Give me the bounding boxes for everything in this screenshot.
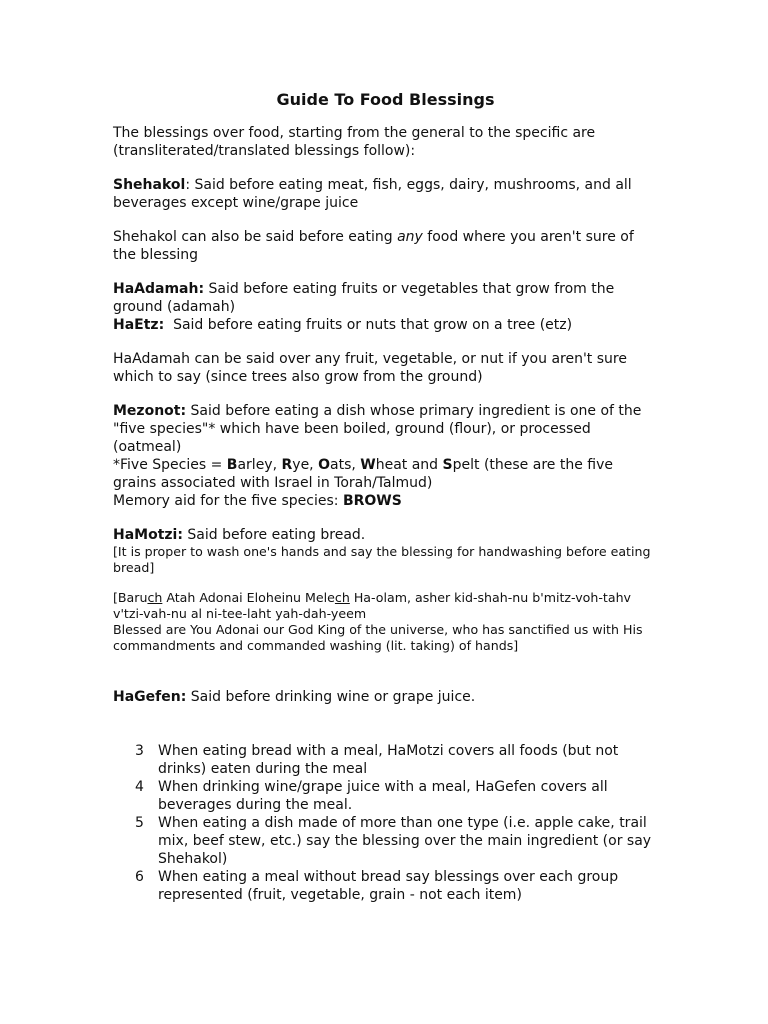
haadamah-paragraph	[113, 280, 658, 316]
translit-text: Atah Adonai Eloheinu Mele	[162, 590, 335, 605]
list-item	[113, 778, 658, 814]
page-title: Guide To Food Blessings	[276, 90, 495, 109]
species-initial: R	[281, 457, 293, 473]
species-rest: ye,	[292, 457, 319, 473]
species-initial: O	[318, 457, 330, 473]
rules-list	[113, 742, 658, 904]
haadamah-desc: Said before eating fruits or vegetables that grow from the ground (adamah)	[113, 281, 615, 315]
hamotzi-paragraph	[113, 526, 658, 544]
hagefen-paragraph	[113, 688, 658, 706]
list-item	[113, 742, 658, 778]
list-item	[113, 814, 658, 868]
list-item-number: 4	[135, 779, 144, 795]
mezonot-paragraph	[113, 402, 658, 456]
memory-aid	[113, 492, 658, 510]
species-rest: heat and	[375, 457, 443, 473]
species-rest: pelt	[452, 457, 480, 473]
haetz-desc: Said before eating fruits or nuts that grow on a tree (etz)	[164, 317, 573, 333]
species-initial: B	[226, 457, 238, 473]
mezonot-desc: Said before eating a dish whose primary ingredient is one of the "five species"* which have been boiled, ground (flour), or processed (oatmeal)	[113, 403, 642, 455]
list-item-number: 5	[135, 815, 144, 831]
document-body	[113, 90, 658, 904]
five-species-line	[113, 456, 658, 492]
mezonot-term: Mezonot:	[113, 403, 187, 419]
list-item-number: 3	[135, 743, 144, 759]
shehakol-note	[113, 228, 658, 264]
list-item-number: 6	[135, 869, 144, 885]
species-initial: W	[360, 457, 376, 473]
intro-paragraph: The blessings over food, starting from the general to the specific are (transliterated/translated blessings follow):	[113, 125, 596, 159]
hagefen-term: HaGefen:	[113, 689, 187, 705]
haetz-paragraph	[113, 316, 658, 334]
memory-aid-word: BROWS	[342, 493, 402, 509]
list-item	[113, 868, 658, 904]
species-initial: S	[442, 457, 453, 473]
memory-aid-label: Memory aid for the five species:	[113, 493, 343, 509]
species-rest: ats,	[330, 457, 361, 473]
list-item-text: When eating a dish made of more than one type (i.e. apple cake, trail mix, beef stew, etc.) say the blessing over the main ingredient (or say Shehakol)	[158, 815, 652, 867]
hamotzi-note: [It is proper to wash one's hands and say the blessing for handwashing before eating bread]	[113, 544, 651, 575]
haetz-term: HaEtz:	[113, 317, 165, 333]
translit-text: Ha-olam, asher kid-shah-nu b'mitz-voh-tahv v'tzi-vah-nu al ni-tee-laht yah-dah-yeem	[113, 590, 632, 621]
hamotzi-translation: Blessed are You Adonai our God King of the universe, who has sanctified us with His commandments and commanded washing (lit. taking) of hands]	[113, 622, 643, 653]
five-species-intro: *Five Species =	[113, 457, 227, 473]
shehakol-paragraph	[113, 176, 658, 212]
hagefen-desc: Said before drinking wine or grape juice.	[186, 689, 476, 705]
translit-underline: ch	[334, 590, 350, 605]
list-item-text: When eating a meal without bread say blessings over each group represented (fruit, vegetable, grain - not each item)	[158, 869, 619, 903]
translit-text: [Baru	[113, 590, 148, 605]
list-item-text: When eating bread with a meal, HaMotzi covers all foods (but not drinks) eaten during the meal	[158, 743, 619, 777]
haadamah-term: HaAdamah:	[113, 281, 205, 297]
list-item-text: When drinking wine/grape juice with a meal, HaGefen covers all beverages during the meal.	[158, 779, 608, 813]
translit-underline: ch	[147, 590, 163, 605]
five-species-after: (these are the five grains associated with Israel in Torah/Talmud)	[113, 457, 613, 491]
species-rest: arley,	[237, 457, 282, 473]
shehakol-note-text-end: food where you aren't sure of the blessing	[113, 229, 634, 263]
haadamah-note: HaAdamah can be said over any fruit, vegetable, or nut if you aren't sure which to say (since trees also grow from the ground)	[113, 351, 627, 385]
shehakol-note-text: Shehakol can also be said before eating	[113, 229, 398, 245]
hamotzi-desc: Said before eating bread.	[182, 527, 366, 543]
shehakol-term: Shehakol	[113, 177, 186, 193]
hamotzi-transliteration	[113, 590, 658, 622]
shehakol-desc: : Said before eating meat, fish, eggs, dairy, mushrooms, and all beverages except wine/grape juice	[113, 177, 632, 211]
shehakol-note-emphasis: any	[397, 229, 423, 245]
hamotzi-term: HaMotzi:	[113, 527, 183, 543]
